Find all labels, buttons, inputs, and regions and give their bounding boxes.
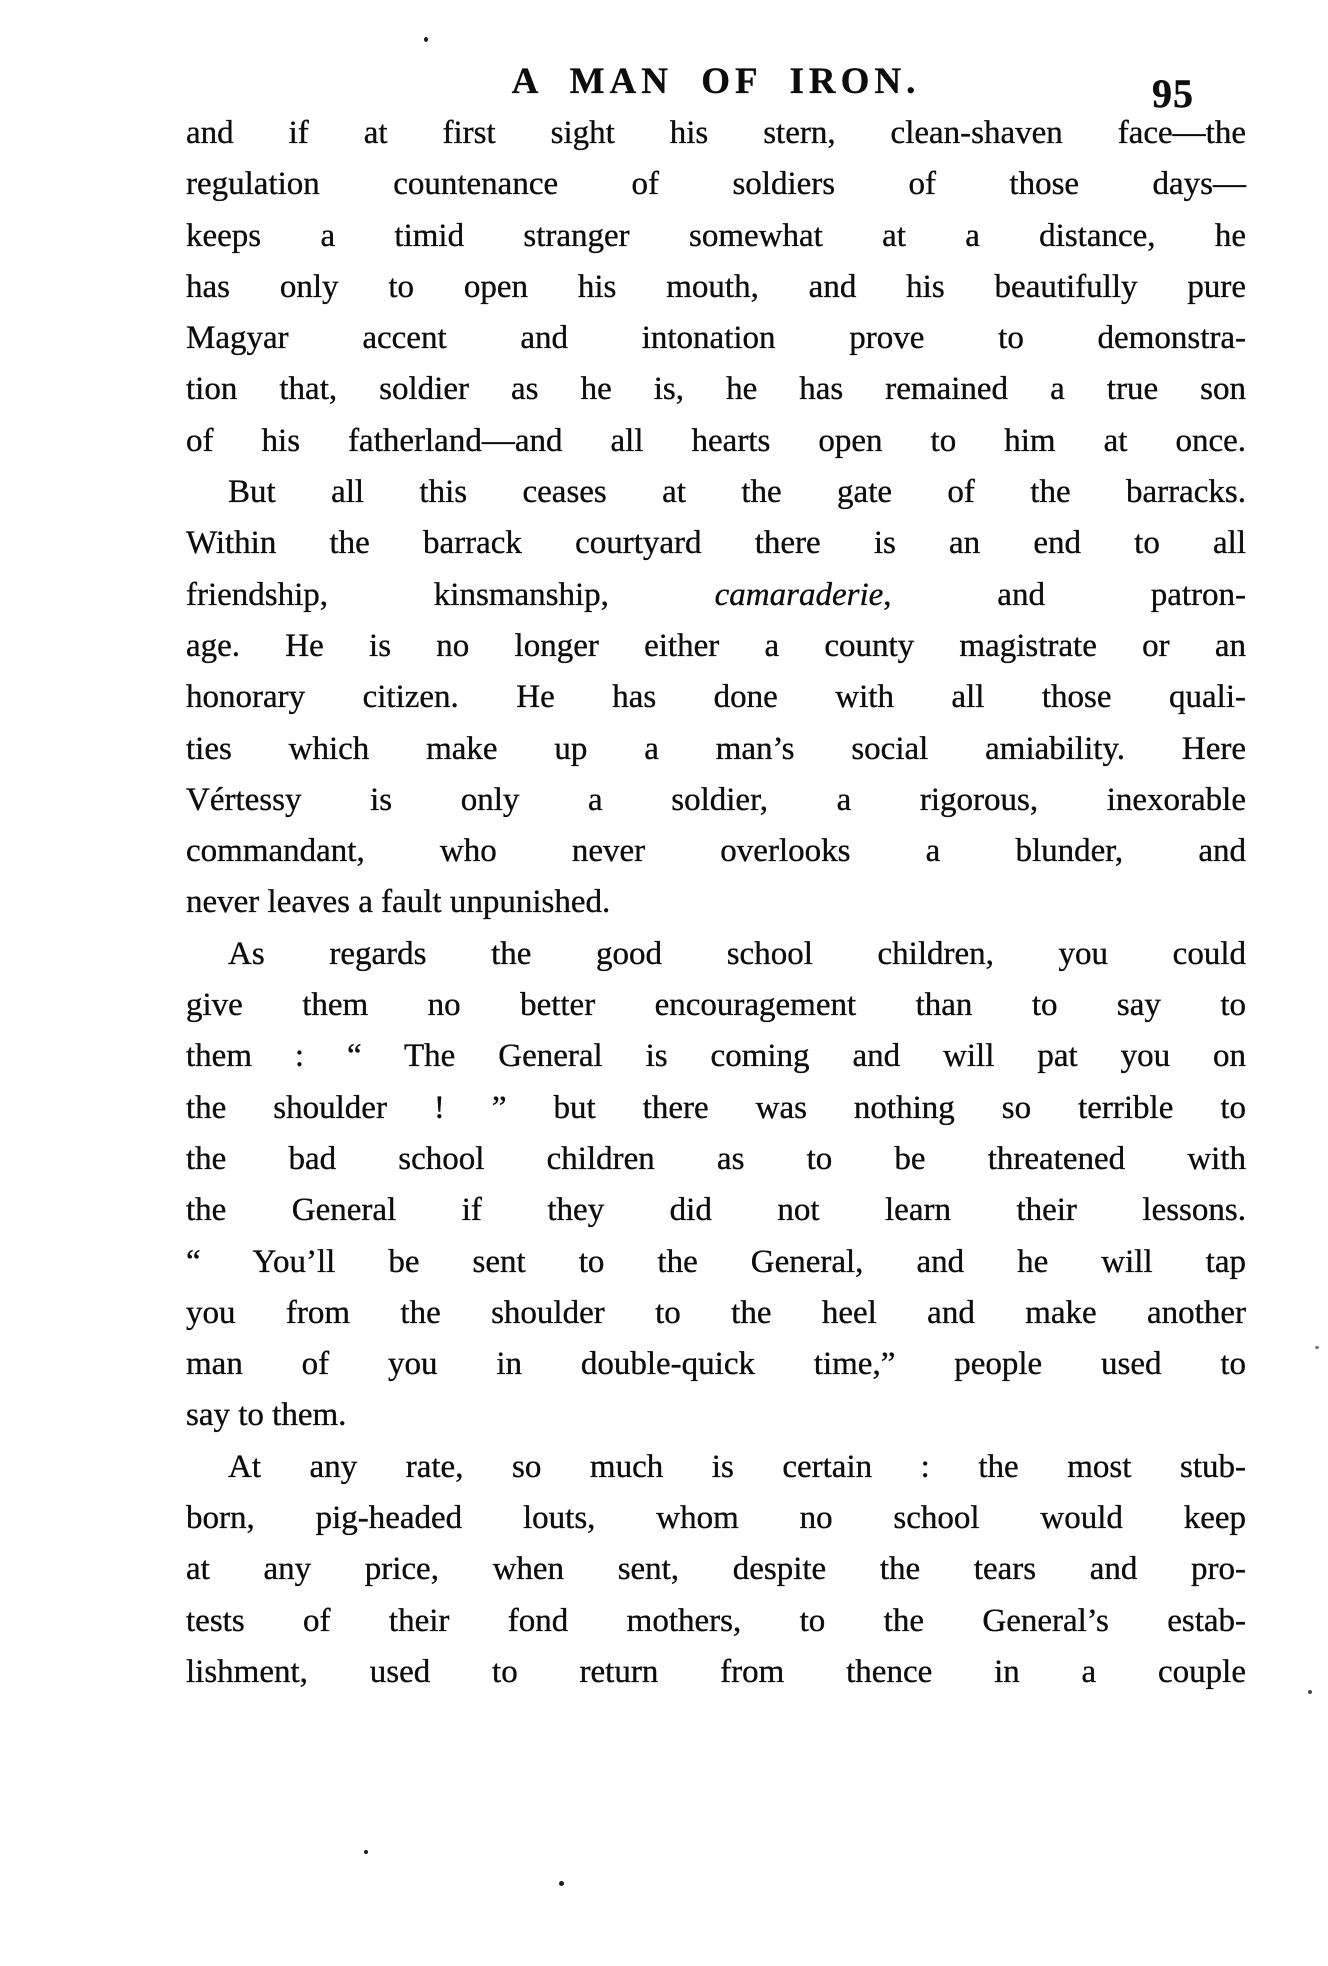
text-segment: the bad school children as to be threatened with bbox=[186, 1140, 1246, 1177]
text-segment: ties which make up a man’s social amiability. Here bbox=[186, 730, 1246, 767]
text-segment: at any price, when sent, despite the tears and pro- bbox=[186, 1551, 1246, 1588]
text-segment: of his fatherland—and all hearts open to him at once. bbox=[186, 422, 1246, 459]
text-line bbox=[186, 672, 1246, 723]
text-line bbox=[186, 1544, 1246, 1595]
text-line bbox=[186, 159, 1246, 210]
text-line bbox=[186, 364, 1246, 415]
text-segment: lishment, used to return from thence in a couple bbox=[186, 1653, 1246, 1690]
text-line bbox=[186, 1442, 1246, 1493]
scan-speck bbox=[1315, 1346, 1319, 1349]
text-line bbox=[186, 621, 1246, 672]
scan-speck bbox=[1308, 1690, 1312, 1694]
text-line bbox=[186, 1237, 1246, 1288]
text-line bbox=[186, 980, 1246, 1031]
text-segment: Vértessy is only a soldier, a rigorous, inexorable bbox=[186, 781, 1246, 818]
page-number: 95 bbox=[1152, 71, 1194, 116]
text-segment: “ You’ll be sent to the General, and he will tap bbox=[186, 1243, 1246, 1280]
text-line bbox=[186, 826, 1246, 877]
text-segment: has only to open his mouth, and his beautifully pure bbox=[186, 268, 1246, 305]
page-body bbox=[186, 108, 1246, 1698]
text-line bbox=[186, 1134, 1246, 1185]
text-line bbox=[186, 1339, 1246, 1390]
text-line bbox=[186, 1596, 1246, 1647]
scan-speck bbox=[559, 1881, 564, 1886]
text-segment: keeps a timid stranger somewhat at a distance, he bbox=[186, 217, 1246, 254]
text-segment: But all this ceases at the gate of the barracks. bbox=[228, 474, 1246, 511]
text-segment: honorary citizen. He has done with all those quali- bbox=[186, 679, 1246, 716]
text-line bbox=[186, 570, 1246, 621]
text-line bbox=[186, 1031, 1246, 1082]
text-line bbox=[186, 262, 1246, 313]
text-segment: As regards the good school children, you could bbox=[228, 935, 1246, 972]
running-head bbox=[186, 60, 1246, 116]
page-title: A MAN OF IRON. bbox=[511, 61, 921, 102]
text-line bbox=[186, 467, 1246, 518]
text-segment: tion that, soldier as he is, he has remained a true son bbox=[186, 371, 1246, 408]
text-segment: At any rate, so much is certain : the most stub- bbox=[228, 1448, 1246, 1485]
text-line bbox=[186, 929, 1246, 980]
text-line bbox=[186, 1185, 1246, 1236]
text-line bbox=[186, 313, 1246, 364]
text-segment: say to them. bbox=[186, 1397, 347, 1434]
text-segment: give them no better encouragement than to say to bbox=[186, 987, 1246, 1024]
text-segment: Within the barrack courtyard there is an end to all bbox=[186, 525, 1246, 562]
text-line bbox=[186, 1083, 1246, 1134]
text-line bbox=[186, 1493, 1246, 1544]
text-segment: never leaves a fault unpunished. bbox=[186, 884, 611, 921]
text-line bbox=[186, 211, 1246, 262]
text-line bbox=[186, 416, 1246, 467]
text-line bbox=[186, 877, 1246, 928]
text-segment: Magyar accent and intonation prove to demonstra- bbox=[186, 320, 1246, 357]
text-segment: friendship, kinsmanship, bbox=[186, 576, 715, 613]
text-line bbox=[186, 1647, 1246, 1698]
text-line bbox=[186, 1288, 1246, 1339]
text-segment: the shoulder ! ” but there was nothing so terrible to bbox=[186, 1089, 1246, 1126]
scan-speck bbox=[424, 37, 428, 42]
text-segment: commandant, who never overlooks a blunder, and bbox=[186, 833, 1246, 870]
text-segment: , and patron- bbox=[883, 576, 1246, 613]
text-line bbox=[186, 108, 1246, 159]
scan-speck bbox=[364, 1850, 368, 1854]
text-line bbox=[186, 775, 1246, 826]
text-segment: regulation countenance of soldiers of those days— bbox=[186, 166, 1246, 203]
text-line bbox=[186, 724, 1246, 775]
text-segment: born, pig-headed louts, whom no school would keep bbox=[186, 1500, 1246, 1537]
text-line bbox=[186, 1390, 1246, 1441]
text-segment: them : “ The General is coming and will pat you on bbox=[186, 1038, 1246, 1075]
text-segment: the General if they did not learn their lessons. bbox=[186, 1192, 1246, 1229]
text-segment: man of you in double-quick time,” people used to bbox=[186, 1346, 1246, 1383]
text-line bbox=[186, 518, 1246, 569]
text-segment: age. He is no longer either a county magistrate or an bbox=[186, 627, 1246, 664]
italic-text: camaraderie bbox=[714, 576, 884, 613]
text-segment: tests of their fond mothers, to the General’s estab- bbox=[186, 1602, 1246, 1639]
text-segment: you from the shoulder to the heel and make another bbox=[186, 1294, 1246, 1331]
text-segment: and if at first sight his stern, clean-shaven face—the bbox=[186, 115, 1246, 151]
